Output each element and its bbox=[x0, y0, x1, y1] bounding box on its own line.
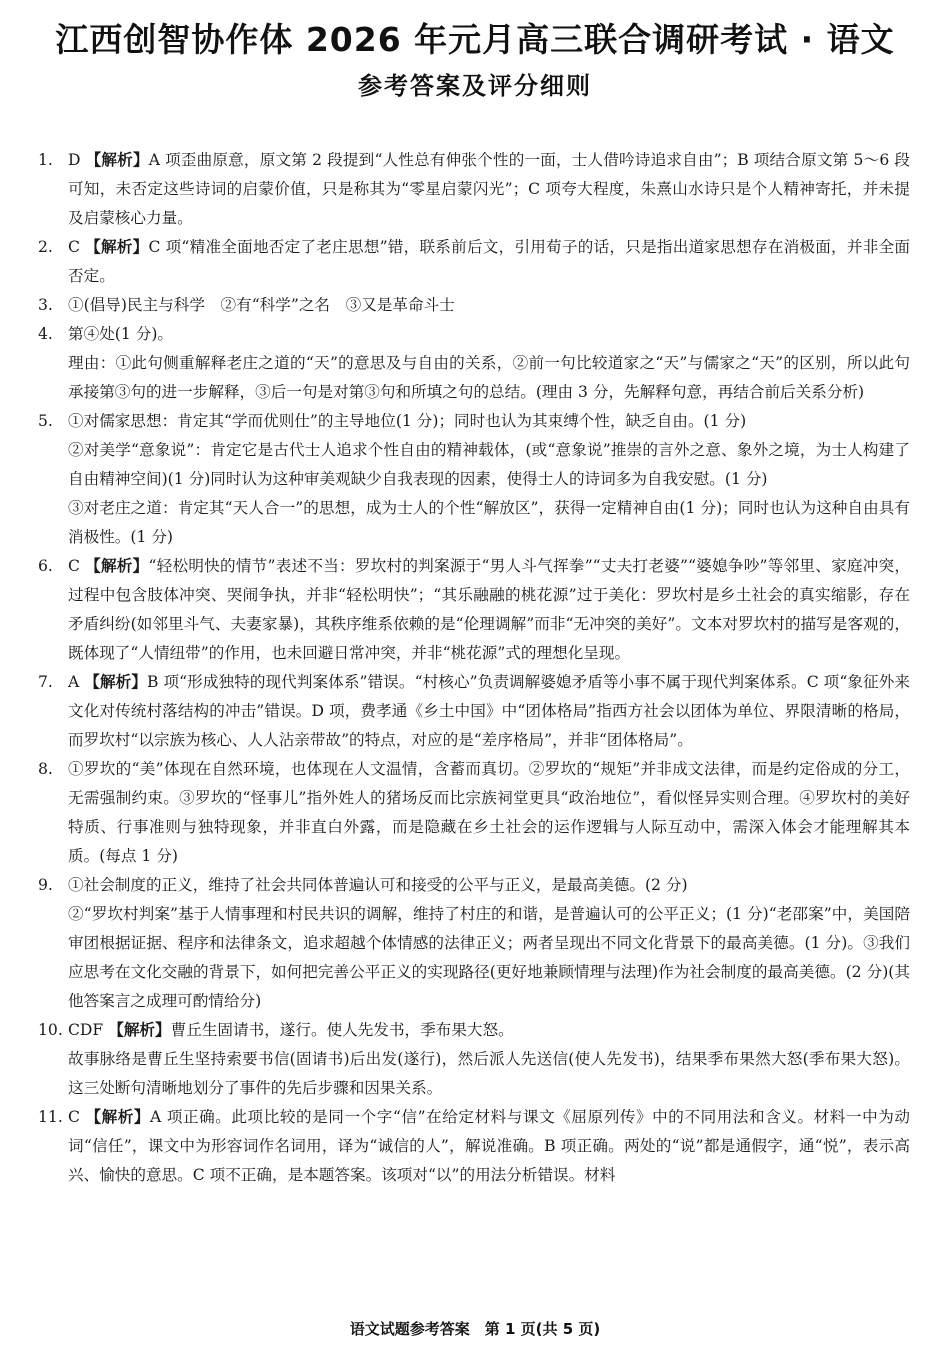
page-subtitle: 参考答案及评分细则 bbox=[358, 72, 592, 100]
question-number: 4. bbox=[38, 325, 53, 343]
analysis-tag: 【解析】 bbox=[85, 1108, 151, 1126]
question-number: 6. bbox=[38, 557, 53, 575]
question-number: 3. bbox=[38, 296, 53, 314]
answer-paragraph bbox=[68, 1103, 910, 1190]
answer-item bbox=[38, 291, 910, 320]
answer-paragraph: 故事脉络是曹丘生坚持索要书信(固请书)后出发(遂行)，然后派人先送信(使人先发书)，结果季布果然大怒(季布果大怒)。这三处断句清晰地划分了事件的先后步骤和因果关系。 bbox=[68, 1050, 910, 1097]
answer-paragraph: ②对美学“意象说”：肯定它是古代士人追求个性自由的精神载体，(或“意象说”推崇的言外之意、象外之境，为士人构建了自由精神空间)(1 分)同时认为这种审美观缺少自我表现的因素，使得士人的诗词多为自我安慰。(1 分) bbox=[68, 441, 910, 488]
answer-paragraph: 第④处(1 分)。 bbox=[68, 325, 174, 343]
answer-item bbox=[38, 668, 910, 755]
answer-text: B 项“形成独特的现代判案体系”错误。“村核心”负责调解婆媳矛盾等小事不属于现代判案体系。C 项“象征外来文化对传统村落结构的冲击”错误。D 项，费孝通《乡土中国》中“团体格局”指西方社会以团体为单位、界限清晰的格局，而罗坎村“以宗族为核心、人人沾亲带故”的特点，对应的是“差序格局”，并非“团体格局”。 bbox=[68, 673, 910, 749]
answer-paragraph: ①(倡导)民主与科学 ②有“科学”之名 ③又是革命斗士 bbox=[68, 296, 455, 314]
question-number: 1. bbox=[38, 151, 53, 169]
answer-text: “轻松明快的情节”表述不当：罗坎村的判案源于“男人斗气挥拳”“丈夫打老婆”“婆媳争吵”等邻里、家庭冲突，过程中包含肢体冲突、哭闹争执，并非“轻松明快”；“其乐融融的桃花源”过于美化：罗坎村是乡土社会的真实缩影，存在矛盾纠纷(如邻里斗气、夫妻家暴)，其秩序维系依赖的是“伦理调解”而非“无冲突的美好”。文本对罗坎村的描写是客观的，既体现了“人情纽带”的作用，也未回避日常冲突，并非“桃花源”式的理想化呈现。 bbox=[68, 557, 910, 662]
answer-choice: C bbox=[68, 557, 80, 575]
answer-paragraph bbox=[68, 233, 910, 291]
answer-text: A 项歪曲原意，原文第 2 段提到“人性总有伸张个性的一面，士人借吟诗追求自由”；B 项结合原文第 5～6 段可知，未否定这些诗词的启蒙价值，只是称其为“零星启蒙闪光”；C 项夸大程度，朱熹山水诗只是个人精神寄托，并未提及启蒙核心力量。 bbox=[68, 151, 910, 227]
question-number: 7. bbox=[38, 673, 53, 691]
question-number: 5. bbox=[38, 412, 53, 430]
answer-choice: CDF bbox=[68, 1021, 104, 1039]
answer-paragraph bbox=[68, 1016, 910, 1045]
answer-choice: D bbox=[68, 151, 81, 169]
answer-text: 曹丘生固请书，遂行。使人先发书，季布果大怒。 bbox=[170, 1021, 514, 1039]
answer-item bbox=[38, 146, 910, 233]
question-number: 10. bbox=[38, 1021, 63, 1039]
answer-item bbox=[38, 871, 910, 1016]
answer-choice: C bbox=[68, 1108, 80, 1126]
answer-paragraph bbox=[68, 146, 910, 233]
question-number: 8. bbox=[38, 760, 53, 778]
analysis-tag: 【解析】 bbox=[85, 238, 149, 256]
answer-text: C 项“精准全面地否定了老庄思想”错，联系前后文，引用荀子的话，只是指出道家思想存在消极面，并非全面否定。 bbox=[68, 238, 910, 285]
answer-item bbox=[38, 233, 910, 291]
answer-paragraph: 理由：①此句侧重解释老庄之道的“天”的意思及与自由的关系，②前一句比较道家之“天”与儒家之“天”的区别，所以此句承接第③句的进一步解释，③后一句是对第③句和所填之句的总结。(理由 3 分，先解释句意，再结合前后关系分析) bbox=[68, 354, 910, 401]
answer-paragraph: ②“罗坎村判案”基于人情事理和村民共识的调解，维持了村庄的和谐，是普遍认可的公平正义；(1 分)“老邵案”中，美国陪审团根据证据、程序和法律条文，追求超越个体情感的法律正义；两者呈现出不同文化背景下的最高美德。(1 分)。③我们应思考在文化交融的背景下，如何把完善公平正义的实现路径(更好地兼顾情理与法理)作为社会制度的最高美德。(2 分)(其他答案言之成理可酌情给分) bbox=[68, 905, 910, 1010]
analysis-tag: 【解析】 bbox=[108, 1021, 171, 1039]
analysis-tag: 【解析】 bbox=[84, 673, 147, 691]
question-number: 2. bbox=[38, 238, 53, 256]
answer-choice: A bbox=[68, 673, 80, 691]
answer-item bbox=[38, 552, 910, 668]
analysis-tag: 【解析】 bbox=[85, 151, 149, 169]
question-number: 11. bbox=[38, 1108, 63, 1126]
answer-list bbox=[38, 146, 910, 1190]
analysis-tag: 【解析】 bbox=[85, 557, 149, 575]
answer-item bbox=[38, 755, 910, 871]
answer-item bbox=[38, 1016, 910, 1103]
answer-paragraph: ①社会制度的正义，维持了社会共同体普遍认可和接受的公平与正义，是最高美德。(2 分) bbox=[68, 876, 688, 894]
answer-paragraph bbox=[68, 668, 910, 755]
answer-paragraph: ①罗坎的“美”体现在自然环境，也体现在人文温情，含蓄而真切。②罗坎的“规矩”并非成文法律，而是约定俗成的分工，无需强制约束。③罗坎的“怪事儿”指外姓人的猪场反而比宗族祠堂更具“政治地位”，看似怪异实则合理。④罗坎村的美好特质、行事准则与独特现象，并非直白外露，而是隐藏在乡土社会的运作逻辑与人际互动中，需深入体会才能理解其本质。(每点 1 分) bbox=[68, 760, 910, 865]
answer-paragraph: ①对儒家思想：肯定其“学而优则仕”的主导地位(1 分)；同时也认为其束缚个性，缺乏自由。(1 分) bbox=[68, 412, 747, 430]
answer-item bbox=[38, 320, 910, 407]
answer-item bbox=[38, 407, 910, 552]
page-title: 江西创智协作体 2026 年元月高三联合调研考试 · 语文 bbox=[55, 20, 895, 59]
question-number: 9. bbox=[38, 876, 53, 894]
answer-text: A 项正确。此项比较的是同一个字“信”在给定材料与课文《屈原列传》中的不同用法和含义。材料一中为动词“信任”，课文中为形容词作名词用，译为“诚信的人”，解说准确。B 项正确。两处的“说”都是通假字，通“悦”，表示高兴、愉快的意思。C 项不正确，是本题答案。该项对“以”的用法分析错误。材料 bbox=[68, 1108, 910, 1184]
page-footer: 语文试题参考答案 第 1 页(共 5 页) bbox=[349, 1320, 601, 1338]
answer-choice: C bbox=[68, 238, 80, 256]
answer-item bbox=[38, 1103, 910, 1190]
answer-paragraph bbox=[68, 552, 910, 668]
answer-paragraph: ③对老庄之道：肯定其“天人合一”的思想，成为士人的个性“解放区”，获得一定精神自由(1 分)；同时也认为这种自由具有消极性。(1 分) bbox=[68, 499, 910, 546]
